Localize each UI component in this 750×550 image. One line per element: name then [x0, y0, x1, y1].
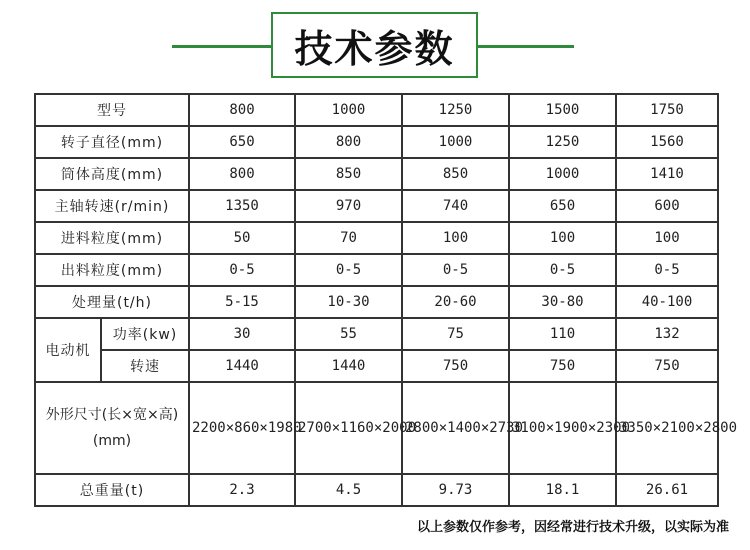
table-cell: 1000	[402, 126, 509, 158]
footnote: 以上参数仅作参考，因经常进行技术升级，以实际为准	[417, 520, 730, 535]
table-cell: 1440	[295, 350, 402, 382]
table-cell: 20-60	[402, 286, 509, 318]
table-cell: 0-5	[189, 254, 295, 286]
table-cell: 4.5	[295, 474, 402, 506]
table-cell: 30-80	[509, 286, 616, 318]
table-cell: 100	[402, 222, 509, 254]
table-cell: 100	[509, 222, 616, 254]
table-cell: 50	[189, 222, 295, 254]
table-cell: 110	[509, 318, 616, 350]
table-row-motor-speed	[35, 350, 718, 382]
title-rule-left	[172, 45, 271, 48]
table-cell: 3100×1900×2300	[509, 382, 616, 474]
table-row	[35, 254, 718, 286]
table-cell: 132	[616, 318, 718, 350]
table-cell: 850	[295, 158, 402, 190]
table-cell: 1250	[509, 126, 616, 158]
table-cell: 750	[509, 350, 616, 382]
table-cell: 750	[402, 350, 509, 382]
row-sublabel-speed: 转速	[101, 350, 189, 382]
row-label: 出料粒度(mm)	[35, 254, 189, 286]
table-cell: 600	[616, 190, 718, 222]
row-label: 处理量(t/h)	[35, 286, 189, 318]
table-cell: 2.3	[189, 474, 295, 506]
table-cell: 30	[189, 318, 295, 350]
table-cell: 1560	[616, 126, 718, 158]
table-cell: 100	[616, 222, 718, 254]
table-cell: 970	[295, 190, 402, 222]
table-row	[35, 286, 718, 318]
table-cell: 55	[295, 318, 402, 350]
table-row-model	[35, 94, 718, 126]
table-cell: 650	[189, 126, 295, 158]
table-cell: 0-5	[402, 254, 509, 286]
table-cell: 75	[402, 318, 509, 350]
table-cell: 5-15	[189, 286, 295, 318]
table-row	[35, 158, 718, 190]
table-row-weight	[35, 474, 718, 506]
table-row	[35, 126, 718, 158]
row-label: 主轴转速(r/min)	[35, 190, 189, 222]
row-label-dimensions: 外形尺寸(长×宽×高)(mm)	[35, 382, 189, 474]
table-cell: 70	[295, 222, 402, 254]
table-cell: 2700×1160×2000	[295, 382, 402, 474]
table-row	[35, 222, 718, 254]
title-box	[271, 12, 478, 78]
row-label: 转子直径(mm)	[35, 126, 189, 158]
row-label-motor: 电动机	[35, 318, 101, 382]
table-cell: 740	[402, 190, 509, 222]
row-label-model: 型号	[35, 94, 189, 126]
table-cell: 2200×860×1980	[189, 382, 295, 474]
table-cell: 1440	[189, 350, 295, 382]
row-label: 筒体高度(mm)	[35, 158, 189, 190]
table-cell: 800	[189, 158, 295, 190]
table-cell: 1000	[295, 94, 402, 126]
table-cell: 1750	[616, 94, 718, 126]
table-row-dimensions	[35, 382, 718, 474]
table-cell: 0-5	[509, 254, 616, 286]
table-cell: 2800×1400×2730	[402, 382, 509, 474]
table-row	[35, 190, 718, 222]
table-cell: 10-30	[295, 286, 402, 318]
table-cell: 1500	[509, 94, 616, 126]
table-cell: 26.61	[616, 474, 718, 506]
table-cell: 3350×2100×2800	[616, 382, 718, 474]
title-banner	[0, 0, 750, 92]
table-cell: 1410	[616, 158, 718, 190]
table-row-motor-power	[35, 318, 718, 350]
row-sublabel-power: 功率(kw)	[101, 318, 189, 350]
row-label-weight: 总重量(t)	[35, 474, 189, 506]
table-cell: 800	[189, 94, 295, 126]
table-cell: 0-5	[616, 254, 718, 286]
table-cell: 1350	[189, 190, 295, 222]
table-cell: 650	[509, 190, 616, 222]
row-label: 进料粒度(mm)	[35, 222, 189, 254]
title-rule-right	[478, 45, 574, 48]
table-cell: 750	[616, 350, 718, 382]
spec-table	[34, 93, 738, 507]
table-cell: 9.73	[402, 474, 509, 506]
table-cell: 0-5	[295, 254, 402, 286]
table-cell: 40-100	[616, 286, 718, 318]
table-cell: 1250	[402, 94, 509, 126]
table-cell: 1000	[509, 158, 616, 190]
table-cell: 850	[402, 158, 509, 190]
page-title: 技术参数	[294, 26, 455, 71]
table-cell: 18.1	[509, 474, 616, 506]
table-cell: 800	[295, 126, 402, 158]
